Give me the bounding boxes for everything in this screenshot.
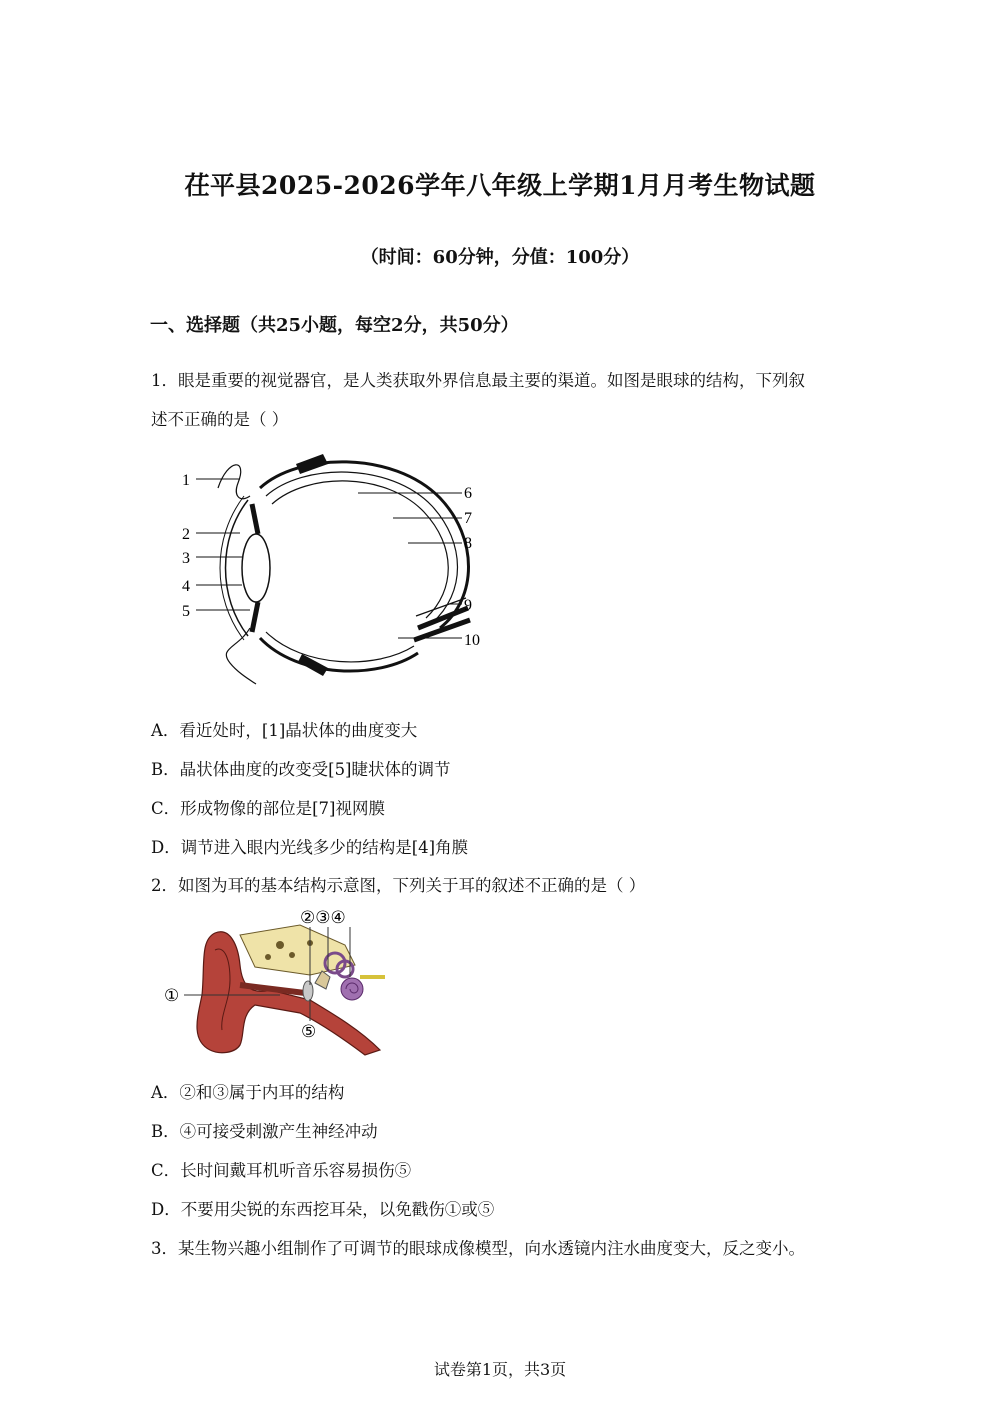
q1-stem-line2: 述不正确的是（ ） xyxy=(151,410,289,429)
q1-option-c[interactable]: C．形成物像的部位是[7]视网膜 xyxy=(151,799,385,818)
q1-option-a[interactable]: A．看近处时，[1]晶状体的曲度变大 xyxy=(151,721,418,740)
section-heading: 一、选择题（共25小题，每空2分，共50分） xyxy=(150,315,519,336)
eye-label-7: 7 xyxy=(464,510,472,527)
page-footer: 试卷第1页，共3页 xyxy=(433,1360,567,1379)
ear-top-labels: ②③④ xyxy=(300,908,346,927)
eye-label-4: 4 xyxy=(182,578,190,595)
q2-option-b[interactable]: B．④可接受刺激产生神经冲动 xyxy=(151,1122,378,1141)
ear-diagram xyxy=(160,905,400,1060)
q2-stem: 2．如图为耳的基本结构示意图，下列关于耳的叙述不正确的是（ ） xyxy=(151,876,646,895)
eye-label-6: 6 xyxy=(464,485,472,502)
eye-label-9: 9 xyxy=(464,597,472,614)
eye-label-2: 2 xyxy=(182,526,190,543)
ear-label-1: ① xyxy=(164,986,180,1005)
q3-stem: 3．某生物兴趣小组制作了可调节的眼球成像模型，向水透镜内注水曲度变大，反之变小。 xyxy=(151,1239,805,1258)
eye-label-1: 1 xyxy=(182,472,190,489)
q1-option-b[interactable]: B．晶状体曲度的改变受[5]睫状体的调节 xyxy=(151,760,451,779)
q2-option-c[interactable]: C．长时间戴耳机听音乐容易损伤⑤ xyxy=(151,1161,412,1180)
exam-info: （时间：60分钟，分值：100分） xyxy=(360,247,640,268)
q2-option-d[interactable]: D．不要用尖锐的东西挖耳朵，以免戳伤①或⑤ xyxy=(151,1200,495,1219)
eye-label-5: 5 xyxy=(182,603,190,620)
page-title: 茌平县2025-2026学年八年级上学期1月月考生物试题 xyxy=(184,171,816,200)
q2-option-a[interactable]: A．②和③属于内耳的结构 xyxy=(151,1083,345,1102)
eye-label-8: 8 xyxy=(464,535,472,552)
eye-diagram xyxy=(178,448,498,688)
eye-label-10: 10 xyxy=(464,632,480,649)
q1-option-d[interactable]: D．调节进入眼内光线多少的结构是[4]角膜 xyxy=(151,838,469,857)
ear-label-5: ⑤ xyxy=(301,1022,317,1041)
eye-label-3: 3 xyxy=(182,550,190,567)
q1-stem-line1: 1．眼是重要的视觉器官，是人类获取外界信息最主要的渠道。如图是眼球的结构，下列叙 xyxy=(151,371,805,390)
